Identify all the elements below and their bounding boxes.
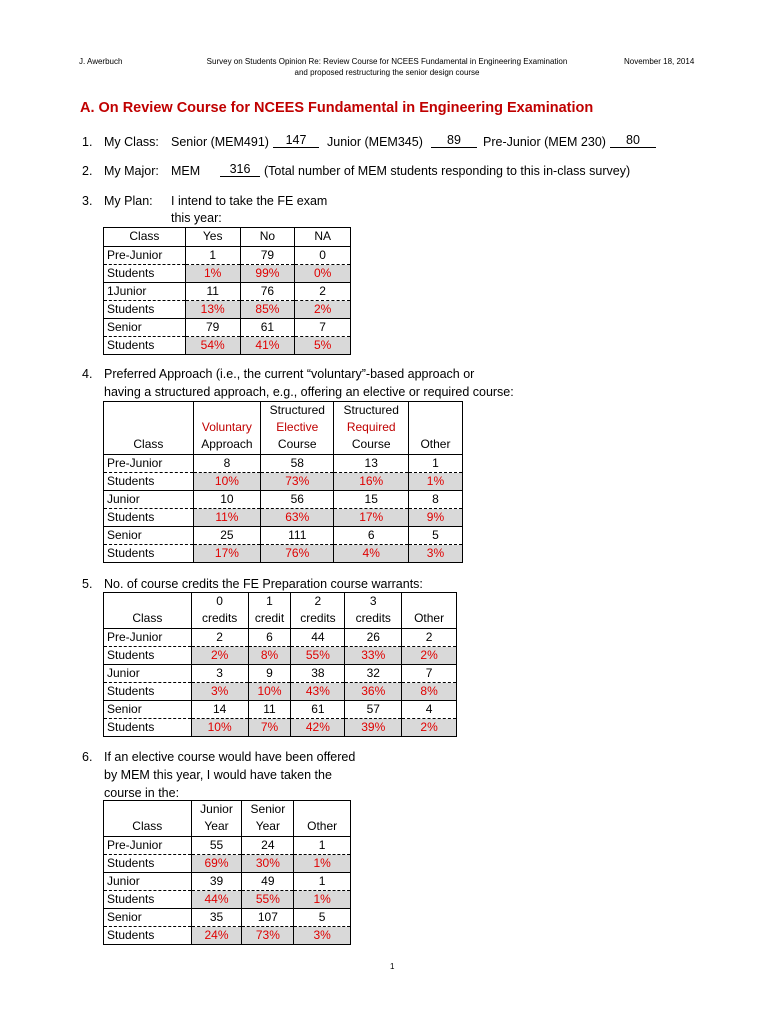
percent-cell: 54% [185,337,240,355]
q6-table [103,800,351,945]
q2-major: MEM [171,164,201,178]
table-row [104,647,457,665]
count-cell: 8 [408,491,462,509]
table-header-row [104,402,463,455]
percent-cell: 10% [191,719,248,737]
count-cell: 44 [291,629,345,647]
count-cell: 56 [261,491,334,509]
row-label: Students [104,337,186,355]
section-heading: A. On Review Course for NCEES Fundamental in Engineering Examination [80,100,594,116]
q3-text-line1: I intend to take the FE exam [171,194,328,208]
table-row [104,283,351,301]
percent-cell: 8% [248,647,291,665]
table-header [193,402,260,455]
table-header [191,593,248,629]
table-row [104,319,351,337]
row-label: Pre-Junior [104,629,192,647]
table-header [191,801,242,837]
q3-text-line2: this year: [171,211,222,225]
count-cell: 7 [402,665,457,683]
count-cell: 38 [291,665,345,683]
q1-prejunior-value: 80 [610,133,656,148]
question-number: 6. [82,750,93,764]
percent-cell: 1% [294,891,351,909]
count-cell: 15 [334,491,408,509]
table-row [104,855,351,873]
row-label: Students [104,855,192,873]
table-row [104,473,463,491]
count-cell: 1 [185,247,240,265]
count-cell: 79 [240,247,295,265]
table-header [334,402,408,455]
table-row [104,301,351,319]
count-cell: 8 [193,455,260,473]
count-cell: 61 [291,701,345,719]
q1-junior-label: Junior (MEM345) [327,135,423,149]
percent-cell: 0% [295,265,351,283]
percent-cell: 1% [408,473,462,491]
percent-cell: 2% [295,301,351,319]
percent-cell: 3% [408,545,462,563]
count-cell: 58 [261,455,334,473]
percent-cell: 42% [291,719,345,737]
table-header: Other [408,402,462,455]
count-cell: 5 [294,909,351,927]
table-row [104,491,463,509]
count-cell: 25 [193,527,260,545]
q6-text-line1: If an elective course would have been offered [104,750,356,764]
table-header [248,593,291,629]
table-row [104,683,457,701]
q2-value: 316 [220,162,260,177]
percent-cell: 5% [295,337,351,355]
table-row [104,455,463,473]
row-label: Pre-Junior [104,247,186,265]
percent-cell: 63% [261,509,334,527]
count-cell: 0 [295,247,351,265]
q2-note: (Total number of MEM students responding to this in-class survey) [264,164,631,178]
table-row [104,719,457,737]
q6-text-line3: course in the: [104,786,180,800]
table-header [261,402,334,455]
q4-table [103,401,463,563]
header-number: 0 [216,594,223,608]
count-cell: 107 [242,909,294,927]
header-year: Year [204,819,229,833]
header-elective: Elective [276,420,319,434]
header-credits: credits [355,611,391,625]
count-cell: 111 [261,527,334,545]
table-header: Class [104,801,192,837]
percent-cell: 2% [191,647,248,665]
q4-text-line1: Preferred Approach (i.e., the current “voluntary”-based approach or [104,367,475,381]
table-row [104,909,351,927]
header-number: 1 [266,594,273,608]
percent-cell: 1% [294,855,351,873]
header-credits: credits [300,611,336,625]
row-label: Students [104,265,186,283]
percent-cell: 10% [248,683,291,701]
q2-label: My Major: [104,164,159,178]
header-required: Required [346,420,396,434]
header-credits: credit [254,611,285,625]
row-label: Students [104,927,192,945]
percent-cell: 33% [345,647,402,665]
row-label: Students [104,473,194,491]
table-header [242,801,294,837]
header-course: Course [351,437,391,451]
q1-junior-value: 89 [431,133,477,148]
percent-cell: 36% [345,683,402,701]
row-label: Junior [104,491,194,509]
document-date: November 18, 2014 [624,57,695,66]
row-label: Senior [104,527,194,545]
question-number: 3. [82,194,93,208]
document-title [172,56,602,78]
count-cell: 55 [191,837,242,855]
count-cell: 1 [294,873,351,891]
count-cell: 13 [334,455,408,473]
row-label: Students [104,509,194,527]
table-row [104,247,351,265]
percent-cell: 17% [193,545,260,563]
percent-cell: 76% [261,545,334,563]
percent-cell: 99% [240,265,295,283]
count-cell: 35 [191,909,242,927]
count-cell: 10 [193,491,260,509]
header-year: Year [255,819,280,833]
q1-senior-label: Senior (MEM491) [171,135,269,149]
count-cell: 57 [345,701,402,719]
count-cell: 2 [295,283,351,301]
table-header: Class [104,593,192,629]
row-label: Students [104,545,194,563]
row-label: Students [104,301,186,319]
table-header: Other [402,593,457,629]
table-row [104,629,457,647]
percent-cell: 17% [334,509,408,527]
table-row [104,927,351,945]
table-row [104,545,463,563]
row-label: Students [104,891,192,909]
table-header: Class [104,228,186,247]
table-row [104,873,351,891]
q1-senior-value: 147 [273,133,319,148]
row-label: Junior [104,873,192,891]
count-cell: 4 [402,701,457,719]
percent-cell: 85% [240,301,295,319]
header-voluntary: Voluntary [201,420,252,434]
header-number: 2 [314,594,322,608]
header-structured: Structured [269,403,325,417]
q1-label: My Class: [104,135,159,149]
count-cell: 79 [185,319,240,337]
question-number: 2. [82,164,93,178]
count-cell: 24 [242,837,294,855]
percent-cell: 55% [242,891,294,909]
count-cell: 39 [191,873,242,891]
count-cell: 2 [191,629,248,647]
question-number: 1. [82,135,93,149]
count-cell: 9 [248,665,291,683]
percent-cell: 73% [242,927,294,945]
count-cell: 1 [408,455,462,473]
percent-cell: 9% [408,509,462,527]
count-cell: 6 [248,629,291,647]
table-row [104,337,351,355]
table-header-row [104,801,351,837]
count-cell: 26 [345,629,402,647]
row-label: Senior [104,909,192,927]
table-row [104,891,351,909]
percent-cell: 24% [191,927,242,945]
count-cell: 49 [242,873,294,891]
count-cell: 32 [345,665,402,683]
author: J. Awerbuch [79,57,123,66]
percent-cell: 44% [191,891,242,909]
percent-cell: 41% [240,337,295,355]
table-header: Class [104,402,194,455]
q3-label: My Plan: [104,194,153,208]
table-row [104,509,463,527]
table-row [104,701,457,719]
count-cell: 6 [334,527,408,545]
table-row [104,665,457,683]
percent-cell: 10% [193,473,260,491]
percent-cell: 7% [248,719,291,737]
row-label: Pre-Junior [104,455,194,473]
percent-cell: 2% [402,719,457,737]
percent-cell: 11% [193,509,260,527]
count-cell: 14 [191,701,248,719]
table-header-row [104,593,457,629]
count-cell: 1 [294,837,351,855]
percent-cell: 13% [185,301,240,319]
header-senior: Senior [250,802,286,816]
header-course: Course [277,437,317,451]
table-row [104,527,463,545]
table-header: No [240,228,295,247]
row-label: Students [104,647,192,665]
question-number: 5. [82,577,93,591]
row-label: Students [104,683,192,701]
percent-cell: 3% [294,927,351,945]
row-label: Junior [104,665,192,683]
table-row [104,837,351,855]
header-structured: Structured [343,403,399,417]
count-cell: 7 [295,319,351,337]
question-number: 4. [82,367,93,381]
percent-cell: 30% [242,855,294,873]
percent-cell: 39% [345,719,402,737]
percent-cell: 3% [191,683,248,701]
q3-table [103,227,351,355]
percent-cell: 43% [291,683,345,701]
percent-cell: 73% [261,473,334,491]
q5-table [103,592,457,737]
percent-cell: 4% [334,545,408,563]
table-header: Yes [185,228,240,247]
header-junior: Junior [200,802,233,816]
table-header: Other [294,801,351,837]
count-cell: 2 [402,629,457,647]
header-credits: credits [201,611,238,625]
q5-text: No. of course credits the FE Preparation course warrants: [104,577,423,591]
count-cell: 3 [191,665,248,683]
count-cell: 11 [248,701,291,719]
count-cell: 5 [408,527,462,545]
table-header: NA [295,228,351,247]
row-label: 1Junior [104,283,186,301]
page-number: 1 [390,962,395,971]
q1-prejunior-label: Pre-Junior (MEM 230) [483,135,606,149]
percent-cell: 16% [334,473,408,491]
row-label: Senior [104,701,192,719]
percent-cell: 2% [402,647,457,665]
document-title-line1: Survey on Students Opinion Re: Review Course for NCEES Fundamental in Engineering Examination [206,57,568,66]
table-row [104,265,351,283]
header-number: 3 [369,594,377,608]
table-header-row [104,228,351,247]
count-cell: 76 [240,283,295,301]
table-header [291,593,345,629]
percent-cell: 1% [185,265,240,283]
row-label: Students [104,719,192,737]
q6-text-line2: by MEM this year, I would have taken the [104,768,332,782]
header-approach: Approach [201,437,253,451]
percent-cell: 55% [291,647,345,665]
row-label: Pre-Junior [104,837,192,855]
percent-cell: 69% [191,855,242,873]
count-cell: 11 [185,283,240,301]
document-title-line2: and proposed restructuring the senior design course [294,68,480,77]
row-label: Senior [104,319,186,337]
percent-cell: 8% [402,683,457,701]
count-cell: 61 [240,319,295,337]
table-header [345,593,402,629]
q4-text-line2: having a structured approach, e.g., offering an elective or required course: [104,385,514,399]
